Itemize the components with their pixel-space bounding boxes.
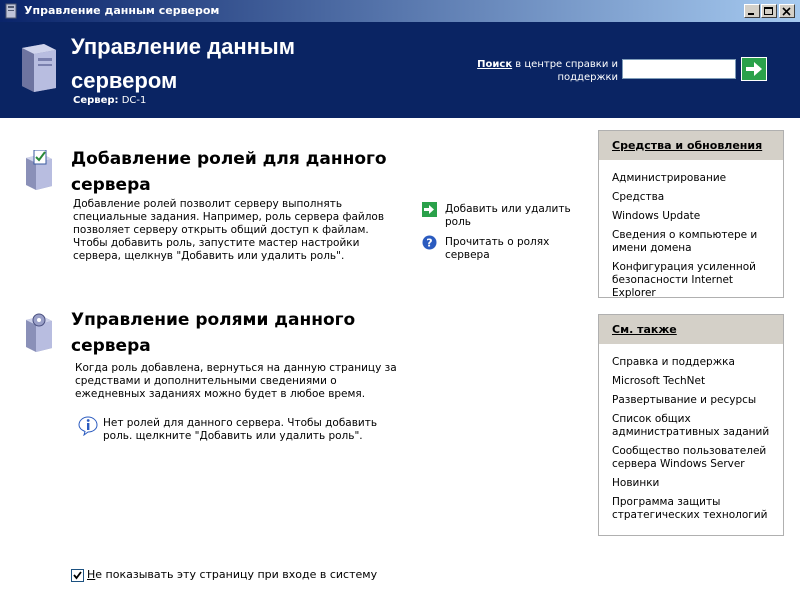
read-about-roles-label[interactable]: Прочитать о ролях сервера: [445, 236, 550, 261]
see-also-panel-header-label: См. также: [612, 323, 677, 336]
tools-panel-header-label: Средства и обновления: [612, 139, 763, 152]
manage-roles-description: Когда роль добавлена, вернуться на данную страницу за средствами и дополнительными сведениями о ежедневных заданиях можно будет в любое время.: [75, 362, 397, 400]
tools-link-tools[interactable]: Средства: [612, 191, 665, 203]
tools-link-admin[interactable]: Администрирование: [612, 172, 727, 184]
header-banner: [0, 22, 800, 118]
no-roles-text: Нет ролей для данного сервера. Чтобы добавить роль. щелкните "Добавить или удалить роль".: [103, 417, 378, 442]
server-label: Сервер:: [73, 95, 119, 106]
checkmark-icon: [73, 571, 82, 580]
see-also-panel-header: [599, 315, 783, 344]
arrow-right-icon: [745, 61, 763, 77]
server-line: [73, 95, 146, 106]
green-arrow-icon: [422, 202, 437, 217]
tools-list: [599, 160, 783, 300]
server-icon: [14, 42, 60, 94]
search-input[interactable]: [622, 59, 736, 79]
close-button[interactable]: [779, 4, 795, 18]
see-also-link-strategic-tech[interactable]: Программа защиты стратегических технологий: [612, 496, 768, 521]
close-icon: [782, 7, 792, 16]
search-label-rest: в центре справки и поддержки: [512, 59, 618, 83]
tools-panel-header: [599, 131, 783, 160]
manage-roles-title: Управление ролями данного сервера: [71, 310, 356, 356]
window-title: Управление данным сервером: [24, 4, 220, 17]
see-also-panel: [598, 314, 784, 536]
see-also-link-community[interactable]: Сообщество пользователей сервера Windows Server: [612, 445, 767, 470]
see-also-link-admin-tasks[interactable]: Список общих административных заданий: [612, 413, 770, 438]
tools-link-windows-update[interactable]: Windows Update: [612, 210, 701, 222]
dont-show-checkbox[interactable]: [71, 569, 84, 582]
see-also-link-whats-new[interactable]: Новинки: [612, 477, 660, 489]
dont-show-label[interactable]: Не показывать эту страницу при входе в систему: [87, 568, 378, 581]
tools-link-ie-security[interactable]: Конфигурация усиленной безопасности Internet Explorer: [612, 261, 756, 299]
add-roles-description: Добавление ролей позволит серверу выполнять специальные задания. Например, роль сервера файлов позволяет серверу открыть общий доступ к файлам. Чтобы добавить роль, запустите мастер настройки сервера, щелкнув "Добавить или удалить роль".: [73, 198, 385, 262]
add-role-server-icon: [22, 150, 56, 190]
help-icon: [422, 235, 437, 250]
see-also-link-technet[interactable]: Microsoft TechNet: [612, 375, 706, 387]
svg-text:?: ?: [426, 236, 433, 250]
server-name: DC-1: [121, 95, 147, 106]
manage-roles-server-icon: [22, 312, 56, 352]
see-also-link-help[interactable]: Справка и поддержка: [612, 356, 735, 368]
add-remove-role-label[interactable]: Добавить или удалить роль: [445, 203, 571, 228]
search-label-bold: Поиск: [477, 59, 513, 70]
tools-link-computer-info[interactable]: Сведения о компьютере и имени домена: [612, 229, 758, 254]
maximize-button[interactable]: [761, 4, 777, 18]
search-label: [470, 58, 618, 84]
see-also-list: [599, 344, 783, 522]
page-title: Управление данным сервером: [71, 34, 295, 93]
tools-panel: [598, 130, 784, 298]
info-icon: [78, 416, 98, 436]
see-also-link-deployment[interactable]: Развертывание и ресурсы: [612, 394, 757, 406]
search-go-button[interactable]: [741, 57, 767, 81]
minimize-button[interactable]: [744, 4, 760, 18]
minimize-icon: [747, 7, 757, 15]
add-roles-title: Добавление ролей для данного сервера: [71, 149, 387, 195]
server-app-icon: [4, 3, 18, 19]
maximize-icon: [764, 7, 774, 16]
window-titlebar[interactable]: [0, 0, 800, 22]
